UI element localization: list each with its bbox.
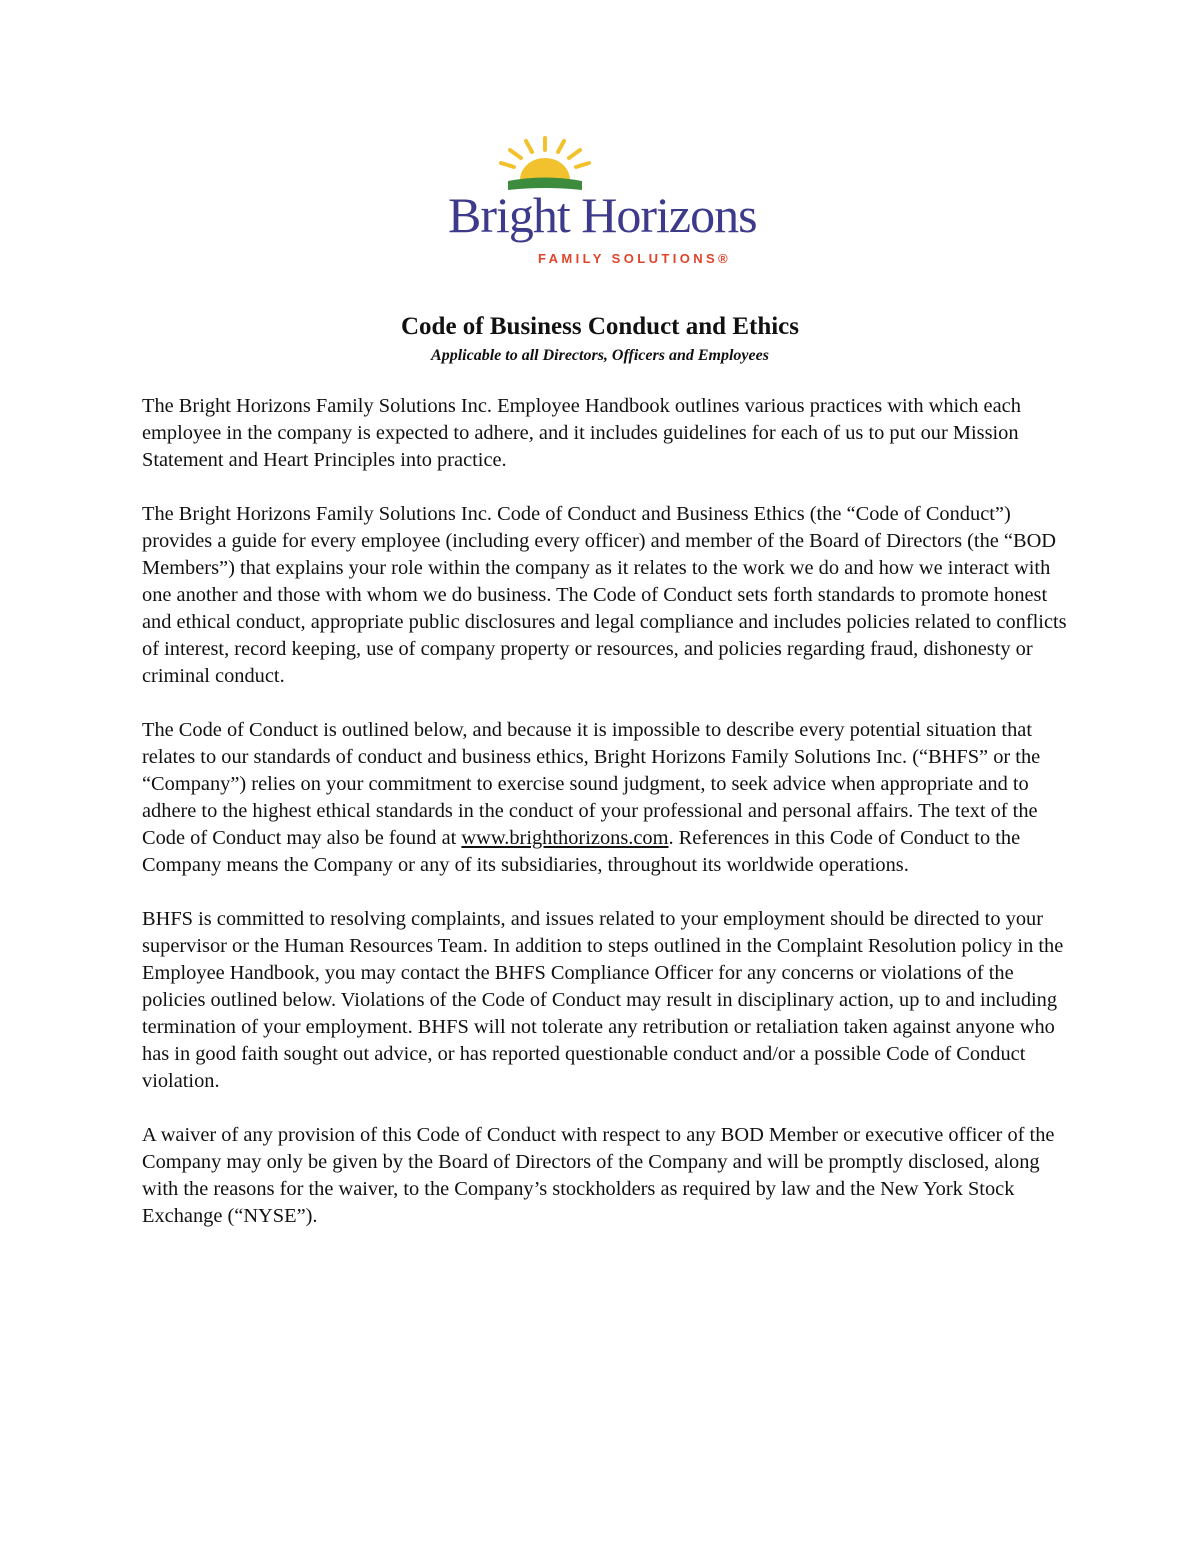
paragraph-code-outline — [142, 717, 1072, 879]
paragraph-complaints: BHFS is committed to resolving complaints, and issues related to your employment should be directed to your supervisor or the Human Resources Team. In addition to steps outlined in the Complaint Resolution policy in the Employee Handbook, you may contact the BHFS Compliance Officer for any concerns or violations of the policies outlined below. Violations of the Code of Conduct may result in disciplinary action, up to and including termination of your employment. BHFS will not tolerate any retribution or retaliation taken against anyone who has in good faith sought out advice, or has reported questionable conduct and/or a possible Code of Conduct violation. — [142, 908, 1064, 1092]
paragraph-text: . References in this Code of Conduct to the Company means the Company or any of its subsidiaries, throughout its worldwide operations. — [142, 827, 1021, 876]
logo-tagline: FAMILY SOLUTIONS® — [538, 251, 732, 266]
document-body — [142, 393, 1072, 1257]
paragraph-handbook: The Bright Horizons Family Solutions Inc. Employee Handbook outlines various practices with which each employee in the company is expected to adhere, and it includes guidelines for each of us to put our Mission Statement and Heart Principles into practice. — [142, 395, 1021, 471]
logo-wordmark: Bright Horizons — [448, 187, 757, 243]
document-title: Code of Business Conduct and Ethics — [400, 313, 799, 340]
website-link[interactable]: www.brighthorizons.com — [461, 827, 669, 849]
paragraph-waiver: A waiver of any provision of this Code of Conduct with respect to any BOD Member or executive officer of the Company may only be given by the Board of Directors of the Company and will be promptly disclosed, along with the reasons for the waiver, to the Company’s stockholders as required by law and the New York Stock Exchange (“NYSE”). — [142, 1124, 1055, 1227]
paragraph-code-overview: The Bright Horizons Family Solutions Inc. Code of Conduct and Business Ethics (the “Code of Conduct”) provides a guide for every employee (including every officer) and member of the Board of Directors (the “BOD Members”) that explains your role within the company as it relates to the work we do and how we interact with one another and those with whom we do business. The Code of Conduct sets forth standards to promote honest and ethical conduct, appropriate public disclosures and legal compliance and includes policies related to conflicts of interest, record keeping, use of company property or resources, and policies regarding fraud, dishonesty or criminal conduct. — [142, 503, 1067, 687]
document-subtitle: Applicable to all Directors, Officers and Employees — [431, 347, 769, 364]
paragraph-text: The Code of Conduct is outlined below, and because it is impossible to describe every potential situation that relates to our standards of conduct and business ethics, Bright Horizons Family Solutions Inc. (“BHFS” or the “Company”) relies on your commitment to exercise sound judgment, to seek advice when appropriate and to adhere to the highest ethical standards in the conduct of your professional and personal affairs. The text of the Code of Conduct may also be found at — [142, 719, 1041, 849]
company-logo — [440, 136, 760, 276]
